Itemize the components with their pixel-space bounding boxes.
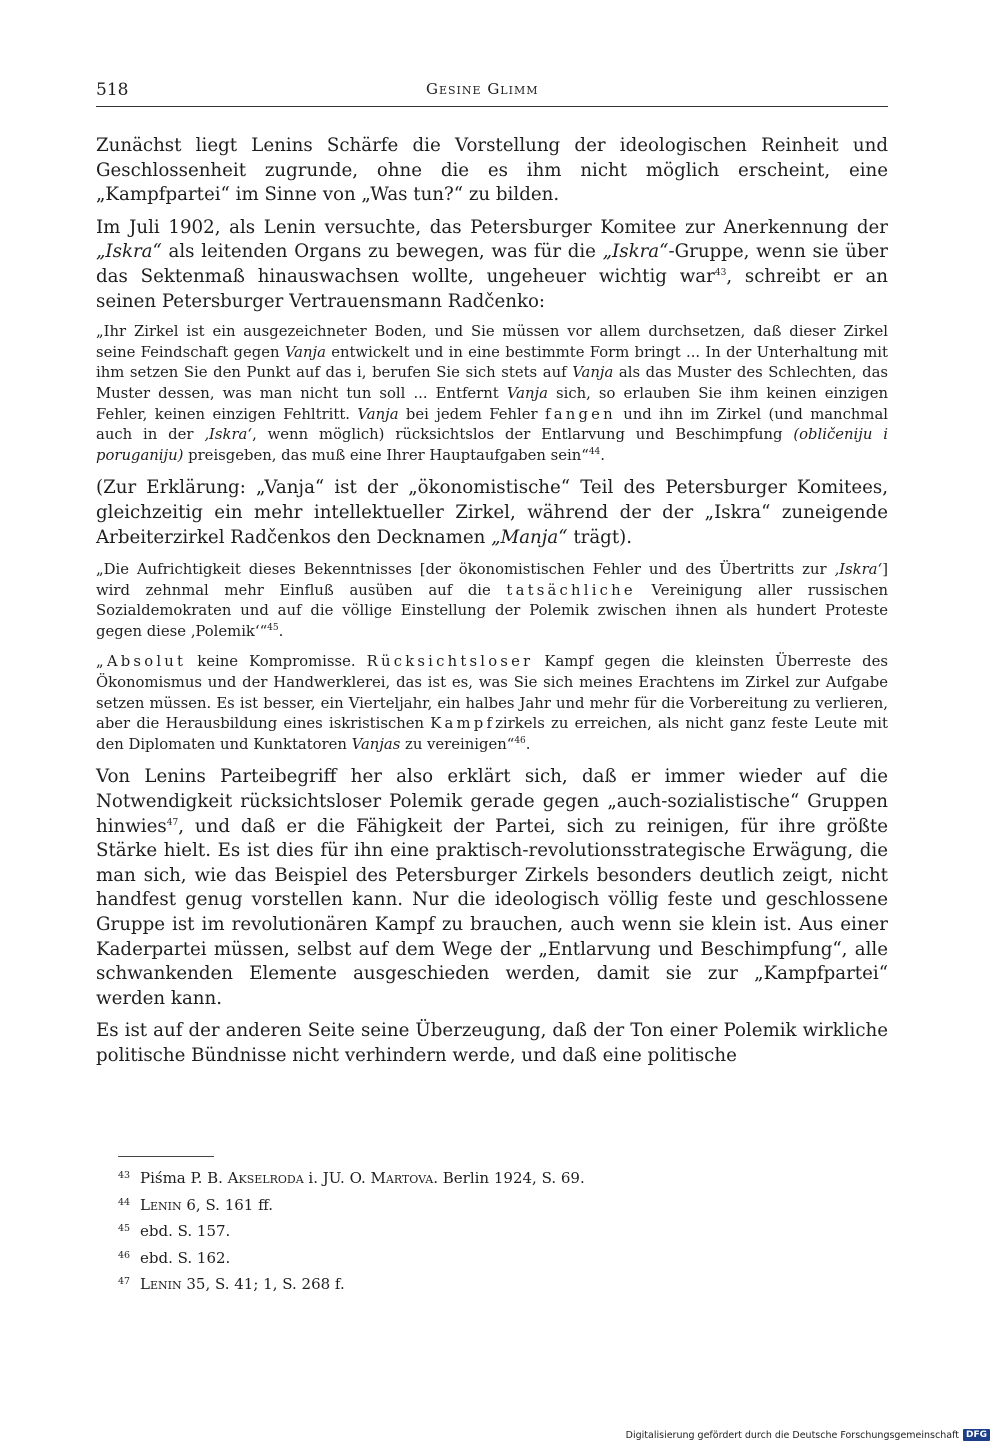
- paragraph-2: Im Juli 1902, als Lenin versuchte, das Petersburger Komitee zur Anerkennung der „Iskra“ als leitenden Organs zu bewegen, was für die „Iskra“-Gruppe, wenn sie über das Sektenmaß hinauswachsen wollte, ungeheuer wichtig war$^{43}$, schreibt er an seinen Petersburger Vertrauensmann Radčenko:: [96, 216, 888, 312]
- spaced-emphasis: fangen: [545, 405, 616, 423]
- quote-1: „Ihr Zirkel ist ein ausgezeichneter Boden, und Sie müssen vor allem durchsetzen, daß dieser Zirkel seine Feindschaft gegen Vanja entwickelt und in eine bestimmte Form bringt ... In der Unterhaltung mit ihm setzen Sie den Punkt auf das i, berufen Sie sich stets auf Vanja als das Muster des Schlechten, das Muster dessen, was man nicht tun soll ... Entfernt Vanja sich, so erlauben Sie ihm keinen einzigen Fehler, keinen einzigen Fehltritt. Vanja bei jedem Fehler fangen und ihn im Zirkel (und manchmal auch in der ‚Iskra‘, wenn möglich) rücksichtslos der Entlarvung und Beschimpfung (obličeniju i poruganiju) preisgeben, das muß eine Ihrer Hauptaufgaben sein“$^{44}$.: [96, 323, 889, 464]
- paragraph-4: Von Lenins Parteibegriff her also erklärt sich, daß er immer wieder auf die Notwendigkeit rücksichtsloser Polemik gerade gegen „auch-sozialistische“ Gruppen hinwies$^{47}$, und daß er die Fähigkeit der Partei, sich zu reinigen, für ihre größte Stärke hielt. Es ist dies für ihn eine praktisch-revolutionsstrategische Erwägung, die man sich, wie das Beispiel des Petersburger Zirkels besonders deutlich zeigt, nicht handfest genug vorstellen kann. Nur die ideologisch völlig feste und geschlossene Gruppe ist im revolutionären Kampf zu brauchen, auch wenn sie klein ist. Aus einer Kaderpartei müssen, selbst auf dem Wege der „Entlarvung und Beschimpfung“, alle schwankenden Elemente ausgeschieden werden, damit sie zur „Kampfpartei“ werden kann.: [96, 766, 888, 1009]
- footnote: 44 Lenin 6, S. 161 ff.: [118, 1195, 274, 1214]
- footnotes: [118, 1164, 878, 1297]
- iskra-title: „Iskra“: [602, 241, 669, 263]
- digitization-text: Digitalisierung gefördert durch die Deutsche Forschungsgemeinschaft: [625, 1429, 959, 1441]
- digitization-notice: [626, 1429, 990, 1441]
- footnote-ref: 46: [514, 735, 526, 746]
- footnote: 45 ebd. S. 157.: [118, 1222, 231, 1240]
- quote-3: „Absolut keine Kompromisse. Rücksichtsloser Kampf gegen die kleinsten Überreste des Ökonomismus und der Handwerklerei, das ist es, was Sie sich meines Erachtens im Zirkel zur Aufgabe setzen müssen. Es ist besser, ein Vierteljahr, ein halbes Jahr und mehr für die Vorbereitung zu verlieren, aber die Herausbildung eines iskristischen Kampfzirkels zu erreichen, als nicht ganz feste Leute mit den Diplomaten und Kunktatoren Vanjas zu vereinigen“$^{46}$.: [96, 653, 888, 753]
- spaced-emphasis: tatsächliche: [506, 581, 636, 599]
- paragraph-5: Es ist auf der anderen Seite seine Überzeugung, daß der Ton einer Polemik wirkliche politische Bündnisse nicht verhindern werde, und daß eine politische: [96, 1020, 888, 1066]
- footnote: 46 ebd. S. 162.: [118, 1248, 231, 1267]
- footnote-rule: [118, 1156, 214, 1157]
- main-text: [96, 134, 888, 1069]
- page-number: 518: [96, 80, 129, 100]
- footnote: 47 Lenin 35, S. 41; 1, S. 268 f.: [118, 1275, 345, 1293]
- paragraph-1: Zunächst liegt Lenins Schärfe die Vorstellung der ideologischen Reinheit und Geschlossenheit zugrunde, ohne die es ihm nicht möglich erscheint, eine „Kampfpartei“ im Sinne von „Was tun?“ zu bilden.: [96, 135, 888, 206]
- header-rule: [96, 106, 888, 107]
- footnote-ref: 47: [166, 817, 179, 828]
- footnote-ref: 44: [588, 446, 601, 457]
- iskra-title: „Iskra“: [96, 241, 162, 263]
- dfg-logo-icon: DFG: [963, 1429, 990, 1441]
- quote-2: „Die Aufrichtigkeit dieses Bekenntnisses [der ökonomistischen Fehler und des Übertritts zur ‚Iskra‘] wird zehnmal mehr Einfluß ausüben auf die tatsächliche Vereinigung aller russischen Sozialdemokraten und auf die völlige Einstellung der Polemik zwischen ihnen als hundert Proteste gegen diese ‚Polemik‘“$^{45}$.: [96, 561, 888, 640]
- spaced-emphasis: „Absolut: [96, 653, 187, 671]
- page-header: [96, 80, 888, 106]
- spaced-emphasis: Kampf: [430, 715, 496, 733]
- spaced-emphasis: Rücksichtsloser: [366, 653, 534, 671]
- footnote: 43 Piśma P. B. Akselroda i. JU. O. Martova. Berlin 1924, S. 69.: [118, 1169, 585, 1187]
- running-head-author: Gesine Glimm: [426, 80, 539, 98]
- footnote-ref: 43: [714, 267, 727, 278]
- paragraph-3: (Zur Erklärung: „Vanja“ ist der „ökonomistische“ Teil des Petersburger Komitees, gleichzeitig ein mehr intellektueller Zirkel, während der der „Iskra“ zuneigende Arbeiterzirkel Radčenkos den Decknamen „Manja“ trägt).: [96, 477, 888, 548]
- footnote-ref: 45: [267, 622, 279, 633]
